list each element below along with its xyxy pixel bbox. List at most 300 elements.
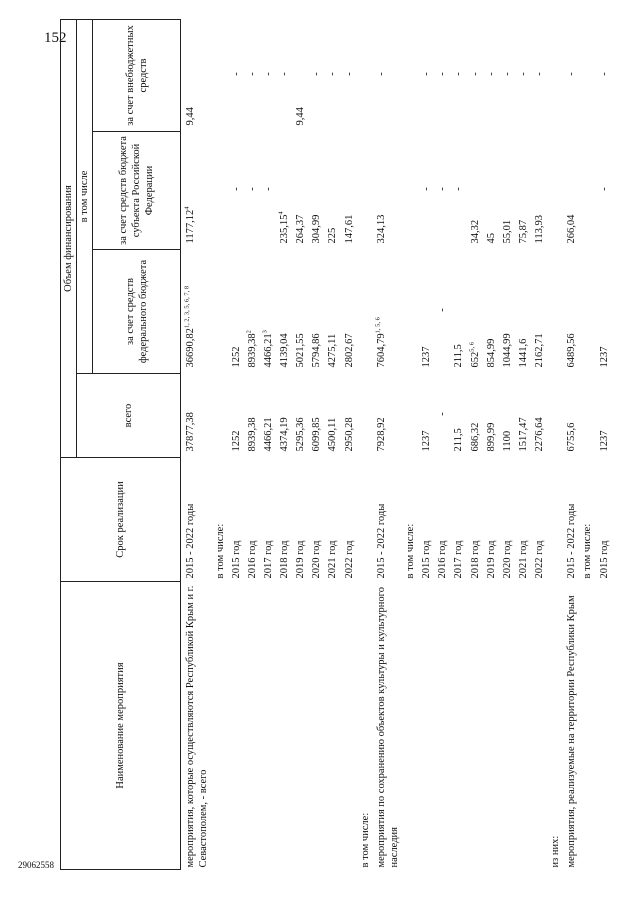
table-row <box>596 19 612 869</box>
row-federal-cell <box>596 250 612 374</box>
row-period-text: 2017 год <box>262 540 274 579</box>
table-row <box>244 19 260 869</box>
row-regional-cell <box>260 132 276 250</box>
row-extra-cell <box>277 19 293 131</box>
table-row <box>483 19 499 869</box>
row-regional-cell <box>228 132 244 250</box>
row-total-text: 4466,21 <box>262 417 274 452</box>
row-period-cell <box>181 458 212 582</box>
footnote-marker: 1, 5, 6 <box>374 317 382 334</box>
row-extra-text: - <box>262 72 274 76</box>
row-period-cell <box>403 458 419 582</box>
row-extra-text: - <box>501 72 513 76</box>
table-row <box>212 19 228 869</box>
row-extra-cell <box>260 19 276 131</box>
row-period-text: 2015 год <box>598 540 610 579</box>
row-regional-text: 75,87 <box>517 219 529 244</box>
row-regional-text: - <box>230 187 242 191</box>
header-period: Срок реализации <box>61 458 181 582</box>
row-extra-cell <box>181 19 212 131</box>
row-extra-text: - <box>246 72 258 76</box>
row-federal-cell <box>357 250 373 374</box>
row-total-cell <box>435 374 451 458</box>
header-name: Наименование мероприятия <box>61 582 181 870</box>
footnote-marker: 1, 2, 3, 5, 6, 7, 8 <box>183 285 191 329</box>
row-total-cell <box>532 374 548 458</box>
row-total-cell <box>212 374 228 458</box>
row-total-text: 8939,38 <box>246 417 258 452</box>
row-period-cell <box>277 458 293 582</box>
row-name-cell <box>532 582 548 870</box>
row-federal-cell <box>260 250 276 374</box>
row-total-cell <box>277 374 293 458</box>
row-regional-cell <box>373 132 402 250</box>
row-extra-text: - <box>453 72 465 76</box>
row-period-cell <box>244 458 260 582</box>
row-period-cell <box>373 458 402 582</box>
row-federal-text: 652 <box>469 351 481 368</box>
row-federal-cell <box>341 250 357 374</box>
row-federal-cell <box>564 250 580 374</box>
row-federal-text: 854,99 <box>485 338 497 368</box>
row-extra-cell <box>357 19 373 131</box>
row-federal-cell <box>212 250 228 374</box>
row-total-cell <box>357 374 373 458</box>
table-row <box>277 19 293 869</box>
table-row <box>341 19 357 869</box>
footnote-marker: 5, 6 <box>468 342 475 352</box>
row-regional-text: 324,13 <box>375 214 387 244</box>
row-name-cell <box>244 582 260 870</box>
row-federal-cell <box>325 250 341 374</box>
footnote-marker: 2 <box>245 330 253 334</box>
row-extra-cell <box>212 19 228 131</box>
row-regional-cell <box>419 132 435 250</box>
row-total-text: 2276,64 <box>534 417 545 452</box>
row-federal-cell <box>532 250 548 374</box>
footnote-marker: 3 <box>261 330 269 334</box>
table-row <box>580 19 596 869</box>
row-federal-cell <box>244 250 260 374</box>
row-extra-text: - <box>534 72 545 76</box>
row-federal-text: 211,5 <box>453 344 465 368</box>
table-row <box>260 19 276 869</box>
row-period-cell <box>325 458 341 582</box>
row-extra-text: - <box>343 72 355 76</box>
row-federal-text: 1237 <box>598 346 610 368</box>
row-name-cell <box>228 582 244 870</box>
row-regional-text: 266,04 <box>566 214 578 244</box>
page-number: 152 <box>44 30 67 46</box>
row-federal-text: 2162,71 <box>534 333 545 368</box>
header-total: всего <box>77 374 181 458</box>
row-period-text: 2017 год <box>453 540 465 579</box>
row-regional-cell <box>596 132 612 250</box>
table-row <box>435 19 451 869</box>
row-period-cell <box>293 458 309 582</box>
table-row <box>325 19 341 869</box>
row-period-cell <box>419 458 435 582</box>
row-total-cell <box>564 374 580 458</box>
row-regional-text: 235,15 <box>279 214 290 244</box>
row-federal-cell <box>548 250 564 374</box>
row-period-text: 2021 год <box>517 540 529 579</box>
row-name-cell <box>277 582 293 870</box>
row-total-cell <box>260 374 276 458</box>
row-regional-text: 45 <box>485 233 497 244</box>
row-extra-text: - <box>485 72 497 76</box>
row-federal-text: 4275,11 <box>327 333 339 368</box>
row-period-text: в том числе: <box>214 523 226 579</box>
row-federal-cell <box>435 250 451 374</box>
row-name-cell <box>293 582 309 870</box>
row-period-cell <box>532 458 548 582</box>
row-name-cell <box>325 582 341 870</box>
row-regional-text: 55,01 <box>501 219 513 244</box>
table-row <box>532 19 548 869</box>
row-total-text: 6099,85 <box>311 417 323 452</box>
row-regional-cell <box>181 132 212 250</box>
row-period-text: 2018 год <box>469 540 481 579</box>
row-total-cell <box>373 374 402 458</box>
row-total-cell <box>467 374 483 458</box>
row-federal-text: 4139,04 <box>279 333 290 368</box>
table-body <box>181 19 612 869</box>
row-extra-text: - <box>517 72 529 76</box>
row-regional-text: - <box>421 187 433 191</box>
row-federal-text: 1441,6 <box>517 338 529 368</box>
row-name-cell <box>309 582 325 870</box>
footnote-marker: 4 <box>183 206 191 210</box>
table-row <box>515 19 531 869</box>
row-total-cell <box>181 374 212 458</box>
table-row <box>451 19 467 869</box>
row-total-cell <box>548 374 564 458</box>
row-period-text: 2019 год <box>485 540 497 579</box>
table-row <box>403 19 419 869</box>
row-period-text: 2021 год <box>327 540 339 579</box>
row-name-cell <box>580 582 596 870</box>
row-extra-cell <box>309 19 325 131</box>
row-period-cell <box>357 458 373 582</box>
row-federal-cell <box>419 250 435 374</box>
row-total-cell <box>309 374 325 458</box>
row-name-text: мероприятия по сохранению объектов культуры и культурного наследия <box>375 587 400 868</box>
row-total-cell <box>325 374 341 458</box>
row-extra-text: - <box>566 72 578 76</box>
row-name-cell <box>357 582 373 870</box>
row-extra-text: - <box>327 72 339 76</box>
row-name-cell <box>564 582 580 870</box>
row-total-text: 4500,11 <box>327 417 339 452</box>
row-extra-text: 9,44 <box>295 107 307 126</box>
header-funding: Объем финансирования <box>61 19 77 457</box>
row-total-cell <box>499 374 515 458</box>
row-regional-text: 34,32 <box>469 219 481 244</box>
row-name-cell <box>548 582 564 870</box>
row-period-cell <box>212 458 228 582</box>
row-name-cell <box>419 582 435 870</box>
row-period-text: в том числе: <box>582 523 594 579</box>
row-name-text: в том числе: <box>359 812 371 868</box>
row-period-cell <box>260 458 276 582</box>
row-regional-cell <box>293 132 309 250</box>
row-regional-cell <box>580 132 596 250</box>
row-period-cell <box>451 458 467 582</box>
row-regional-text: 304,99 <box>311 214 323 244</box>
row-total-cell <box>341 374 357 458</box>
row-name-cell <box>435 582 451 870</box>
row-federal-cell <box>403 250 419 374</box>
row-federal-text: 1044,99 <box>501 333 513 368</box>
row-regional-cell <box>548 132 564 250</box>
header-regional: за счет средств бюджета субъекта Российской Федерации <box>93 132 181 250</box>
row-total-text: 2950,28 <box>343 417 355 452</box>
row-period-text: 2015 год <box>421 540 433 579</box>
row-name-cell <box>373 582 402 870</box>
row-extra-cell <box>532 19 548 131</box>
table-row <box>293 19 309 869</box>
row-regional-cell <box>532 132 548 250</box>
row-regional-cell <box>467 132 483 250</box>
row-period-cell <box>228 458 244 582</box>
row-regional-cell <box>564 132 580 250</box>
row-federal-text: 4466,21 <box>262 333 274 368</box>
row-extra-cell <box>341 19 357 131</box>
row-regional-text: 1177,12 <box>185 209 197 244</box>
row-period-cell <box>467 458 483 582</box>
row-extra-text: - <box>437 72 449 76</box>
row-federal-text: 5794,86 <box>311 333 323 368</box>
row-period-cell <box>580 458 596 582</box>
row-extra-cell <box>515 19 531 131</box>
row-period-text: 2016 год <box>246 540 258 579</box>
row-period-cell <box>515 458 531 582</box>
row-federal-cell <box>451 250 467 374</box>
row-total-cell <box>483 374 499 458</box>
row-name-text: мероприятия, которые осуществляются Республикой Крым и г. Севастополем, - всего <box>185 585 210 868</box>
row-period-text: 2022 год <box>343 540 355 579</box>
table-row <box>499 19 515 869</box>
row-total-text: 4374,19 <box>279 417 290 452</box>
row-regional-text: - <box>262 187 274 191</box>
row-extra-cell <box>228 19 244 131</box>
row-federal-text: 2802,67 <box>343 333 355 368</box>
row-regional-cell <box>357 132 373 250</box>
row-total-text: - <box>437 412 449 416</box>
row-extra-cell <box>419 19 435 131</box>
row-extra-cell <box>373 19 402 131</box>
row-regional-cell <box>515 132 531 250</box>
row-period-text: 2022 год <box>534 540 545 579</box>
row-total-text: 211,5 <box>453 428 465 452</box>
row-extra-cell <box>451 19 467 131</box>
row-period-cell <box>499 458 515 582</box>
table-row <box>228 19 244 869</box>
funding-table <box>60 19 612 870</box>
row-extra-cell <box>293 19 309 131</box>
row-federal-cell <box>181 250 212 374</box>
row-extra-text: - <box>230 72 242 76</box>
rotated-table-container <box>60 20 620 870</box>
row-extra-text: - <box>469 72 481 76</box>
row-regional-cell <box>212 132 228 250</box>
row-regional-cell <box>309 132 325 250</box>
table-row <box>548 19 564 869</box>
row-federal-text: 5021,55 <box>295 333 307 368</box>
row-federal-text: 8939,38 <box>246 333 258 368</box>
row-regional-text: 225 <box>327 227 339 244</box>
row-federal-cell <box>373 250 402 374</box>
row-period-cell <box>564 458 580 582</box>
row-period-text: в том числе: <box>405 523 416 579</box>
row-period-text: 2018 год <box>279 540 290 579</box>
row-total-cell <box>580 374 596 458</box>
row-extra-cell <box>580 19 596 131</box>
row-federal-text: 7604,79 <box>375 333 387 368</box>
row-total-cell <box>244 374 260 458</box>
row-name-text: мероприятия, реализуемые на территории Республики Крым <box>566 595 578 868</box>
row-total-text: 1252 <box>230 430 242 452</box>
row-federal-cell <box>293 250 309 374</box>
row-period-text: 2015 год <box>230 540 242 579</box>
row-total-text: 686,32 <box>469 422 481 452</box>
row-total-cell <box>596 374 612 458</box>
row-name-cell <box>483 582 499 870</box>
row-period-cell <box>309 458 325 582</box>
row-extra-text: - <box>375 72 387 76</box>
row-total-cell <box>451 374 467 458</box>
row-federal-cell <box>277 250 293 374</box>
row-extra-cell <box>325 19 341 131</box>
row-total-text: 1100 <box>501 430 513 452</box>
row-name-cell <box>515 582 531 870</box>
row-total-text: 37877,38 <box>185 412 197 452</box>
row-total-cell <box>403 374 419 458</box>
footnote-marker: 4 <box>277 211 285 215</box>
row-total-cell <box>419 374 435 458</box>
row-total-text: 5295,36 <box>295 417 307 452</box>
row-extra-cell <box>403 19 419 131</box>
row-period-text: 2020 год <box>311 540 323 579</box>
row-total-cell <box>515 374 531 458</box>
row-name-cell <box>467 582 483 870</box>
row-total-text: 1517,47 <box>517 417 529 452</box>
table-header <box>61 19 181 869</box>
row-regional-text: - <box>437 187 449 191</box>
row-extra-cell <box>499 19 515 131</box>
row-period-text: 2016 год <box>437 540 449 579</box>
row-extra-cell <box>435 19 451 131</box>
row-regional-text: 147,61 <box>343 214 355 244</box>
table-row <box>564 19 580 869</box>
row-name-cell <box>341 582 357 870</box>
row-period-cell <box>596 458 612 582</box>
row-extra-cell <box>564 19 580 131</box>
row-period-cell <box>341 458 357 582</box>
table-row <box>419 19 435 869</box>
row-extra-text: - <box>279 72 290 76</box>
row-regional-text: 264,37 <box>295 214 307 244</box>
row-period-cell <box>435 458 451 582</box>
row-period-text: 2015 - 2022 годы <box>375 503 387 579</box>
row-total-text: 6755,6 <box>566 422 578 452</box>
row-extra-cell <box>548 19 564 131</box>
row-federal-cell <box>499 250 515 374</box>
row-extra-text: 9,44 <box>185 107 197 126</box>
row-period-text: 2020 год <box>501 540 513 579</box>
row-federal-cell <box>580 250 596 374</box>
row-period-cell <box>483 458 499 582</box>
row-federal-cell <box>483 250 499 374</box>
table-row <box>467 19 483 869</box>
row-total-cell <box>293 374 309 458</box>
table-row <box>181 19 212 869</box>
row-name-cell <box>499 582 515 870</box>
row-federal-cell <box>309 250 325 374</box>
row-extra-text: - <box>421 72 433 76</box>
row-regional-cell <box>499 132 515 250</box>
row-name-cell <box>212 582 228 870</box>
row-regional-cell <box>244 132 260 250</box>
row-name-cell <box>596 582 612 870</box>
header-including: в том числе <box>77 19 93 373</box>
header-federal: за счет средств федерального бюджета <box>93 250 181 374</box>
row-total-text: 7928,92 <box>375 417 387 452</box>
row-regional-text: - <box>598 187 610 191</box>
row-period-text: 2015 - 2022 годы <box>185 503 197 579</box>
row-federal-text: 36690,82 <box>185 328 197 368</box>
table-row <box>373 19 402 869</box>
row-extra-text: - <box>598 72 610 76</box>
row-regional-text: - <box>246 187 258 191</box>
row-extra-cell <box>596 19 612 131</box>
row-name-cell <box>260 582 276 870</box>
row-federal-text: - <box>437 308 449 312</box>
row-federal-cell <box>467 250 483 374</box>
row-period-text: 2015 - 2022 годы <box>566 503 578 579</box>
row-total-text: 1237 <box>421 430 433 452</box>
row-total-text: 899,99 <box>485 422 497 452</box>
row-name-text: из них: <box>550 835 562 868</box>
row-extra-cell <box>483 19 499 131</box>
row-regional-cell <box>451 132 467 250</box>
header-extra: за счет внебюджетных средств <box>93 19 181 131</box>
row-regional-cell <box>483 132 499 250</box>
row-period-cell <box>548 458 564 582</box>
row-regional-text: - <box>453 187 465 191</box>
row-federal-text: 1252 <box>230 346 242 368</box>
row-federal-cell <box>515 250 531 374</box>
row-extra-cell <box>244 19 260 131</box>
row-period-text: 2019 год <box>295 540 307 579</box>
rotated-page <box>60 20 620 870</box>
row-regional-cell <box>341 132 357 250</box>
row-name-cell <box>403 582 419 870</box>
row-federal-cell <box>228 250 244 374</box>
row-federal-text: 6489,56 <box>566 333 578 368</box>
row-regional-cell <box>325 132 341 250</box>
row-federal-text: 1237 <box>421 346 433 368</box>
row-extra-text: - <box>311 72 323 76</box>
row-regional-cell <box>277 132 293 250</box>
table-row <box>309 19 325 869</box>
row-extra-cell <box>467 19 483 131</box>
row-regional-text: 113,93 <box>534 215 545 244</box>
row-total-text: 1237 <box>598 430 610 452</box>
row-total-cell <box>228 374 244 458</box>
row-regional-cell <box>435 132 451 250</box>
